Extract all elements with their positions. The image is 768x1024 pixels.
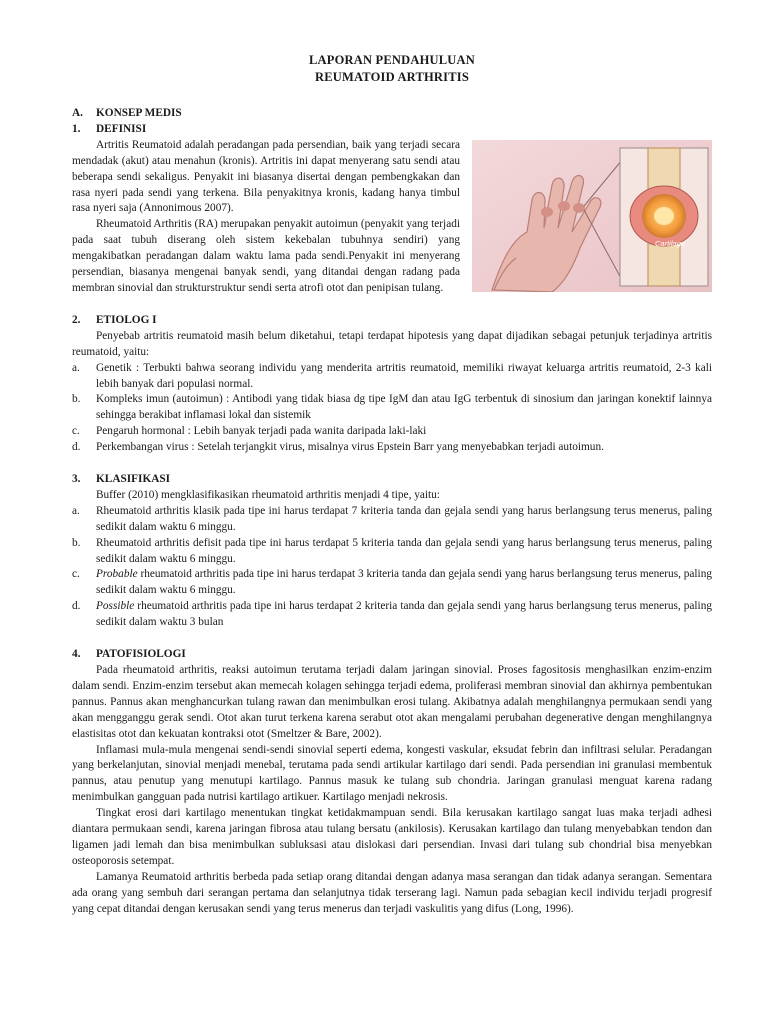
list-marker: d. xyxy=(72,600,81,613)
definisi-paragraph-1: Artritis Reumatoid adalah peradangan pada persendian, baik yang terjadi secara mendadak (akut) atau menahun (kronis). Artritis ini dapat menyerang satu sendi atau beberapa sendi sekaligus. Penyakit ini biasanya disertai dengan pembengkakan dan rasa nyeri pada sendi yang terkena. Bila penyakitnya kronis, kadang hanya timbul rasa nyeri saja (Annonimous 2007). xyxy=(72,138,460,215)
heading-marker: 3. xyxy=(72,473,81,486)
etiologi-list xyxy=(72,361,712,456)
document-title xyxy=(72,52,712,86)
heading-label: KLASIFIKASI xyxy=(96,473,171,486)
list-text xyxy=(96,536,712,568)
list-marker: b. xyxy=(72,536,81,549)
list-item xyxy=(72,567,712,599)
list-marker: c. xyxy=(72,568,80,581)
list-item xyxy=(72,536,712,568)
list-item xyxy=(72,440,712,456)
title-line-2: REUMATOID ARTHRITIS xyxy=(315,70,469,84)
list-marker: d. xyxy=(72,441,81,454)
list-text xyxy=(96,567,712,599)
list-body: rheumatoid arthritis pada tipe ini harus terdapat 3 kriteria tanda dan gejala sendi yang harus berlangsung terus menerus, paling sedikit dalam waktu 6 minggu. xyxy=(96,568,712,597)
section-heading-konsep-medis xyxy=(72,106,712,122)
patofisiologi-paragraph-2: Inflamasi mula-mula mengenai sendi-sendi sinovial seperti edema, kongesti vaskular, eksudat febrin dan infiltrasi selular. Peradangan yang berkelanjutan, sinovial menjadi menebal, terutama pada sendi artikular kartilago dari sendi. Pada persendian ini granulasi membentuk pannus, atau penutup yang menutupi kartilago. Pannus masuk ke tulang sub chondria. Jaringan granulasi menguat karena radang menimbulkan gangguan pada nutrisi kartilago artikuer. Kartilago menjadi nekrosis. xyxy=(72,743,712,804)
heading-marker: 2. xyxy=(72,313,81,326)
patofisiologi-paragraph-3: Tingkat erosi dari kartilago menentukan tingkat ketidakmampuan sendi. Bila kerusakan kartilago sangat luas maka terjadi adhesi diantara permukaan sendi, karena jaringan fibrosa atau tulang bersatu (ankilosis). Kerusakan kartilago dan tulang menyebabkan tendon dan ligamen jadi lemah dan bisa menimbulkan subluksasi atau dislokasi dari persendian. Invasi dari tulang sub chondrial bisa menyebkan osteoporosis setempat. xyxy=(72,807,712,867)
list-body: Rheumatoid arthritis klasik pada tipe ini harus terdapat 7 kriteria tanda dan gejala sendi yang harus berlangsung terus menerus, paling sedikit dalam waktu 6 minggu. xyxy=(96,504,712,533)
patofisiologi-paragraph-1: Pada rheumatoid arthritis, reaksi autoimun terutama terjadi dalam jaringan sinovial. Proses fagositosis menghasilkan enzim-enzim dalam sendi. Enzim-enzim tersebut akan memecah kolagen sehingga terjadi edema, proliferasi membran sinovial dan akhirnya pembentukan pannus. Pannus akan menghancurkan tulang rawan dan menimbulkan erosi tulang. Akibatnya adalah menghilangnya permukaan sendi yang akan mengganggu gerak sendi. Otot akan turut terkena karena serabut otot akan mengalami perubahan degenerative dengan menghilangnya elastisitas otot dan kekuatan kontraksi otot (Smeltzer & Bare, 2002). xyxy=(72,664,712,740)
list-body: Rheumatoid arthritis defisit pada tipe ini harus terdapat 5 kriteria tanda dan gejala sendi yang harus berlangsung terus menerus, paling sedikit dalam waktu 6 minggu. xyxy=(96,536,712,565)
heading-marker: 4. xyxy=(72,648,81,661)
definisi-body xyxy=(72,138,712,297)
list-marker: a. xyxy=(72,504,80,517)
list-item xyxy=(72,504,712,536)
hand-joint-image xyxy=(472,140,712,292)
list-marker: c. xyxy=(72,425,80,438)
list-marker: b. xyxy=(72,393,81,406)
list-marker: a. xyxy=(72,361,80,374)
list-text xyxy=(96,504,712,536)
list-item xyxy=(72,424,712,440)
list-item xyxy=(72,392,712,424)
section-label: KONSEP MEDIS xyxy=(96,107,182,119)
heading-patofisiologi xyxy=(72,647,712,663)
list-emphasis: Possible xyxy=(96,600,135,613)
patofisiologi-paragraph-4: Lamanya Reumatoid arthritis berbeda pada setiap orang ditandai dengan adanya masa serangan dan tidak adanya serangan. Sementara ada orang yang sembuh dari serangan pertama dan selanjutnya tidak terserang lagi. Namun pada sebagian kecil individu terjadi progresif yang cepat ditandai dengan kerusakan sendi yang terus menerus dan terjadi vaskulitis yang difus (Long, 1996). xyxy=(72,870,712,915)
heading-marker: 1. xyxy=(72,122,81,135)
arthritis-illustration xyxy=(472,140,712,292)
heading-label: ETIOLOG I xyxy=(96,313,157,326)
list-text: Pengaruh hormonal : Lebih banyak terjadi pada wanita daripada laki-laki xyxy=(96,425,427,438)
section-marker: A. xyxy=(72,107,83,119)
heading-label: PATOFISIOLOGI xyxy=(96,648,186,661)
list-text: Perkembangan virus : Setelah terjangkit virus, misalnya virus Epstein Barr yang menyebabkan terjadi autoimun. xyxy=(96,441,604,454)
heading-definisi xyxy=(72,122,712,138)
document-page xyxy=(72,52,712,918)
definisi-paragraph-2: Rheumatoid Arthritis (RA) merupakan penyakit autoimun (penyakit yang terjadi pada saat tubuh diserang oleh sistem kekebalan tubuhnya sendiri) yang mengakibatkan peradangan dalam waktu lama pada sendi.Penyakit ini menyerang persendian, biasanya mengenai banyak sendi, yang ditandai dengan radang pada membran sinovial dan strukturstruktur sendi serta atrofi otot dan penipisan tulang. xyxy=(72,218,460,294)
klasifikasi-list xyxy=(72,504,712,631)
list-item xyxy=(72,361,712,393)
etiologi-intro: Penyebab artritis reumatoid masih belum diketahui, tetapi terdapat hipotesis yang dapat dijadikan sebagai petunjuk terjadinya artritis reumatoid, yaitu: xyxy=(72,329,712,358)
heading-etiologi xyxy=(72,313,712,329)
heading-label: DEFINISI xyxy=(96,122,147,135)
list-item xyxy=(72,599,712,631)
list-text: Kompleks imun (autoimun) : Antibodi yang tidak biasa dg tipe IgM dan atau IgG terbentuk di sinosium dan jaringan konektif lainnya sehingga berakibat inflamasi lokal dan sistemik xyxy=(96,393,712,422)
list-body: rheumatoid arthritis pada tipe ini harus terdapat 2 kriteria tanda dan gejala sendi yang harus berlangsung terus menerus, paling sedikit dalam waktu 3 bulan xyxy=(96,600,712,629)
title-line-1: LAPORAN PENDAHULUAN xyxy=(309,53,475,67)
list-text: Genetik : Terbukti bahwa seorang individu yang menderita artritis reumatoid, memiliki riwayat keluarga artritis reumatoid, 2-3 kali lebih banyak dari populasi normal. xyxy=(96,361,712,390)
list-emphasis: Probable xyxy=(96,568,138,581)
klasifikasi-intro: Buffer (2010) mengklasifikasikan rheumatoid arthritis menjadi 4 tipe, yaitu: xyxy=(96,488,440,501)
list-text xyxy=(96,599,712,631)
heading-klasifikasi xyxy=(72,472,712,488)
cartilage-label: Cartilage xyxy=(654,238,686,248)
